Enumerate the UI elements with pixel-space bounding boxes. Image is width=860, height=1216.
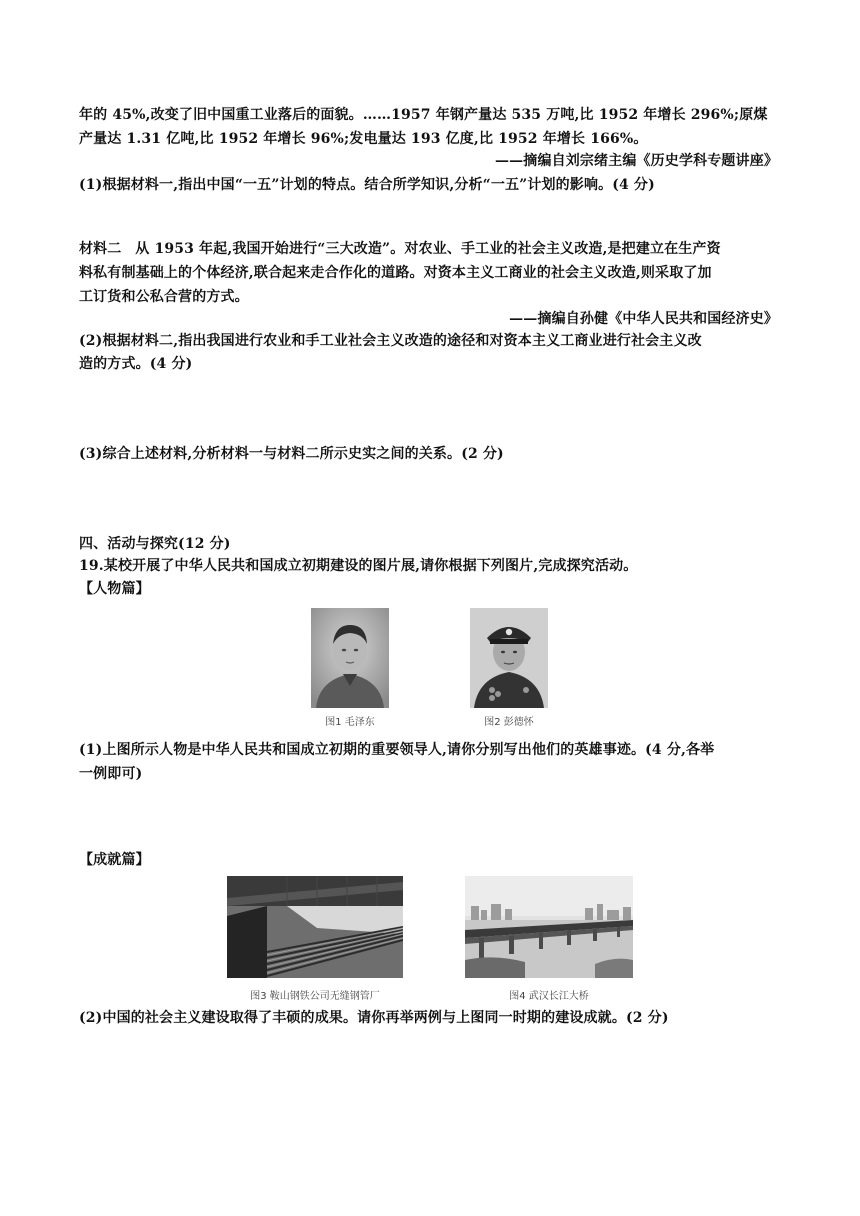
question-2-line-2: 造的方式。(4 分) [79,356,193,372]
question-19-2: (2)中国的社会主义建设取得了丰硕的成果。请你再举两例与上图同一时期的建设成就。(2 分) [79,1010,669,1026]
question-2-line-1: (2)根据材料二,指出我国进行农业和手工业社会主义改造的途径和对资本主义工商业进行社会主义改 [79,333,702,349]
material1-line-1: 年的 45%,改变了旧中国重工业落后的面貌。……1957 年钢产量达 535 万吨,比 1952 年增长 296%;原煤 [79,107,768,123]
question-1: (1)根据材料一,指出中国“一五”计划的特点。结合所学知识,分析“一五”计划的影响。(4 分) [79,177,655,193]
material2-line-2: 料私有制基础上的个体经济,联合起来走合作化的道路。对资本主义工商业的社会主义改造,则采取了加 [79,265,712,281]
wuhan-bridge-image [465,876,633,978]
portrait-peng-image [470,608,548,708]
people-heading: 【人物篇】 [79,581,150,597]
material2-source: ——摘编自孙健《中华人民共和国经济史》 [509,311,778,327]
material2-line-3: 工订货和公私合营的方式。 [79,289,249,305]
material1-line-2: 产量达 1.31 亿吨,比 1952 年增长 96%;发电量达 193 亿度,比 1952 年增长 166%。 [79,131,648,147]
material2-label: 材料二 [79,241,122,257]
figure-2-caption: 图2 彭德怀 [484,717,534,728]
question-19-1-line-2: 一例即可) [79,766,143,782]
figure-4-caption: 图4 武汉长江大桥 [509,991,589,1002]
material1-source: ——摘编自刘宗绪主编《历史学科专题讲座》 [495,153,778,169]
figure-1-caption: 图1 毛泽东 [325,717,375,728]
achievement-heading: 【成就篇】 [79,852,150,868]
figure-3-caption: 图3 鞍山钢铁公司无缝钢管厂 [250,991,380,1002]
question-19-1-line-1: (1)上图所示人物是中华人民共和国成立初期的重要领导人,请你分别写出他们的英雄事迹。(4 分,各举 [79,742,715,758]
material2-text: 从 1953 年起,我国开始进行“三大改造”。对农业、手工业的社会主义改造,是把建立在生产资 [135,241,721,257]
steel-factory-image [227,876,403,978]
portrait-mao-image [311,608,389,708]
question-3: (3)综合上述材料,分析材料一与材料二所示史实之间的关系。(2 分) [79,446,504,462]
material2-line-1 [79,239,721,259]
section-4-title: 四、活动与探究(12 分) [79,536,231,552]
question-19: 19.某校开展了中华人民共和国成立初期建设的图片展,请你根据下列图片,完成探究活动。 [79,558,638,574]
